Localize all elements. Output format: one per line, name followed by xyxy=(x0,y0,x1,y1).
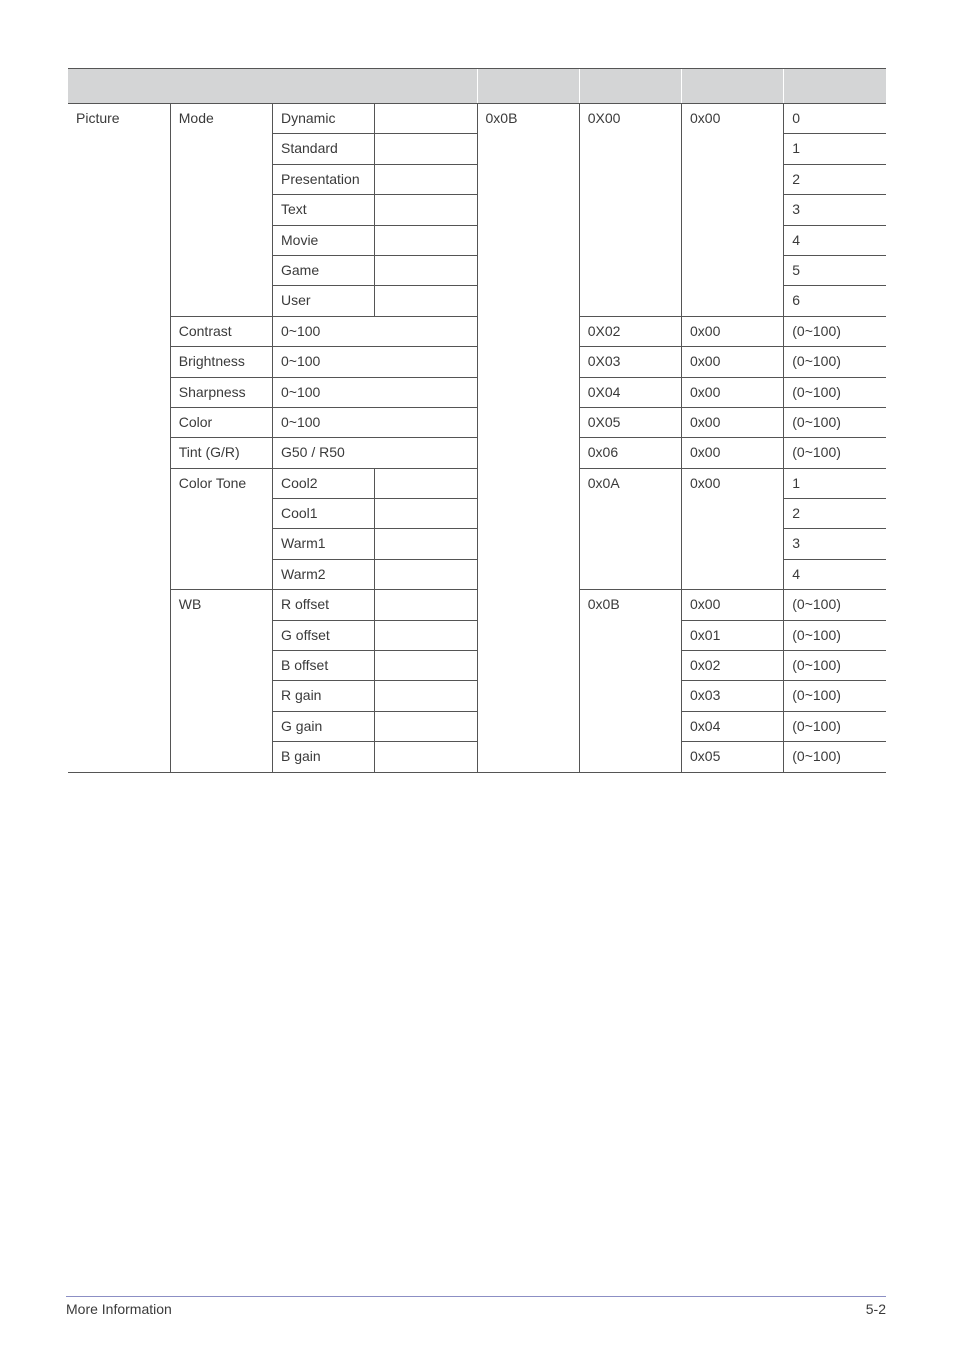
setting-sub1: 0X04 xyxy=(579,377,681,407)
setting-sub2: 0x00 xyxy=(682,347,784,377)
mode-value: 6 xyxy=(784,286,886,316)
wb-value: (0~100) xyxy=(784,620,886,650)
setting-value: (0~100) xyxy=(784,316,886,346)
color-tone-value: 1 xyxy=(784,468,886,498)
setting-range: 0~100 xyxy=(273,347,478,377)
wb-sub2: 0x05 xyxy=(682,742,784,772)
color-tone-sub1: 0x0A xyxy=(579,468,681,590)
wb-item: G offset xyxy=(273,620,375,650)
empty-cell xyxy=(375,559,477,589)
header-cell-cmd xyxy=(477,69,579,104)
mode-label: Mode xyxy=(170,104,272,317)
empty-cell xyxy=(375,468,477,498)
wb-item: R offset xyxy=(273,590,375,620)
empty-cell xyxy=(375,104,477,134)
setting-sub1: 0X02 xyxy=(579,316,681,346)
color-tone-item: Warm1 xyxy=(273,529,375,559)
setting-value: (0~100) xyxy=(784,347,886,377)
wb-sub2: 0x02 xyxy=(682,651,784,681)
table-row xyxy=(68,104,886,134)
mode-item: Game xyxy=(273,255,375,285)
mode-item: Dynamic xyxy=(273,104,375,134)
mode-value: 5 xyxy=(784,255,886,285)
setting-range: 0~100 xyxy=(273,377,478,407)
wb-value: (0~100) xyxy=(784,711,886,741)
empty-cell xyxy=(375,195,477,225)
mode-sub2: 0x00 xyxy=(682,104,784,317)
wb-value: (0~100) xyxy=(784,651,886,681)
mode-item: User xyxy=(273,286,375,316)
empty-cell xyxy=(375,134,477,164)
wb-item: R gain xyxy=(273,681,375,711)
setting-value: (0~100) xyxy=(784,407,886,437)
setting-label: Color xyxy=(170,407,272,437)
color-tone-item: Cool1 xyxy=(273,499,375,529)
wb-value: (0~100) xyxy=(784,681,886,711)
color-tone-label: Color Tone xyxy=(170,468,272,590)
color-tone-sub2: 0x00 xyxy=(682,468,784,590)
mode-value: 2 xyxy=(784,164,886,194)
setting-label: Contrast xyxy=(170,316,272,346)
setting-label: Tint (G/R) xyxy=(170,438,272,468)
color-tone-item: Warm2 xyxy=(273,559,375,589)
cmd-cell: 0x0B xyxy=(477,104,579,773)
empty-cell xyxy=(375,529,477,559)
empty-cell xyxy=(375,742,477,772)
setting-sub2: 0x00 xyxy=(682,377,784,407)
page-footer xyxy=(66,1296,886,1317)
mode-item: Standard xyxy=(273,134,375,164)
header-cell-sub2 xyxy=(682,69,784,104)
setting-label: Sharpness xyxy=(170,377,272,407)
mode-value: 0 xyxy=(784,104,886,134)
wb-sub2: 0x04 xyxy=(682,711,784,741)
mode-value: 3 xyxy=(784,195,886,225)
empty-cell xyxy=(375,590,477,620)
setting-range: 0~100 xyxy=(273,407,478,437)
empty-cell xyxy=(375,164,477,194)
setting-sub2: 0x00 xyxy=(682,438,784,468)
color-tone-value: 4 xyxy=(784,559,886,589)
empty-cell xyxy=(375,620,477,650)
wb-value: (0~100) xyxy=(784,590,886,620)
empty-cell xyxy=(375,499,477,529)
wb-sub2: 0x00 xyxy=(682,590,784,620)
wb-value: (0~100) xyxy=(784,742,886,772)
wb-item: B offset xyxy=(273,651,375,681)
header-cell-menu xyxy=(68,69,477,104)
empty-cell xyxy=(375,286,477,316)
setting-label: Brightness xyxy=(170,347,272,377)
setting-sub2: 0x00 xyxy=(682,316,784,346)
mode-item: Presentation xyxy=(273,164,375,194)
mode-item: Movie xyxy=(273,225,375,255)
setting-sub1: 0X03 xyxy=(579,347,681,377)
wb-sub1: 0x0B xyxy=(579,590,681,772)
empty-cell xyxy=(375,255,477,285)
wb-sub2: 0x01 xyxy=(682,620,784,650)
group-cell-picture: Picture xyxy=(68,104,170,773)
color-tone-item: Cool2 xyxy=(273,468,375,498)
table-header-row xyxy=(68,69,886,104)
command-table xyxy=(68,68,886,773)
mode-sub1: 0X00 xyxy=(579,104,681,317)
setting-sub1: 0x06 xyxy=(579,438,681,468)
mode-value: 1 xyxy=(784,134,886,164)
wb-item: B gain xyxy=(273,742,375,772)
setting-range: G50 / R50 xyxy=(273,438,478,468)
footer-section-title: More Information xyxy=(66,1301,172,1317)
wb-item: G gain xyxy=(273,711,375,741)
empty-cell xyxy=(375,711,477,741)
empty-cell xyxy=(375,681,477,711)
wb-sub2: 0x03 xyxy=(682,681,784,711)
empty-cell xyxy=(375,225,477,255)
header-cell-value xyxy=(784,69,886,104)
setting-value: (0~100) xyxy=(784,438,886,468)
setting-range: 0~100 xyxy=(273,316,478,346)
color-tone-value: 2 xyxy=(784,499,886,529)
setting-sub1: 0X05 xyxy=(579,407,681,437)
header-cell-sub1 xyxy=(579,69,681,104)
setting-value: (0~100) xyxy=(784,377,886,407)
empty-cell xyxy=(375,651,477,681)
wb-label: WB xyxy=(170,590,272,772)
setting-sub2: 0x00 xyxy=(682,407,784,437)
mode-value: 4 xyxy=(784,225,886,255)
mode-item: Text xyxy=(273,195,375,225)
color-tone-value: 3 xyxy=(784,529,886,559)
footer-page-number: 5-2 xyxy=(865,1301,886,1317)
